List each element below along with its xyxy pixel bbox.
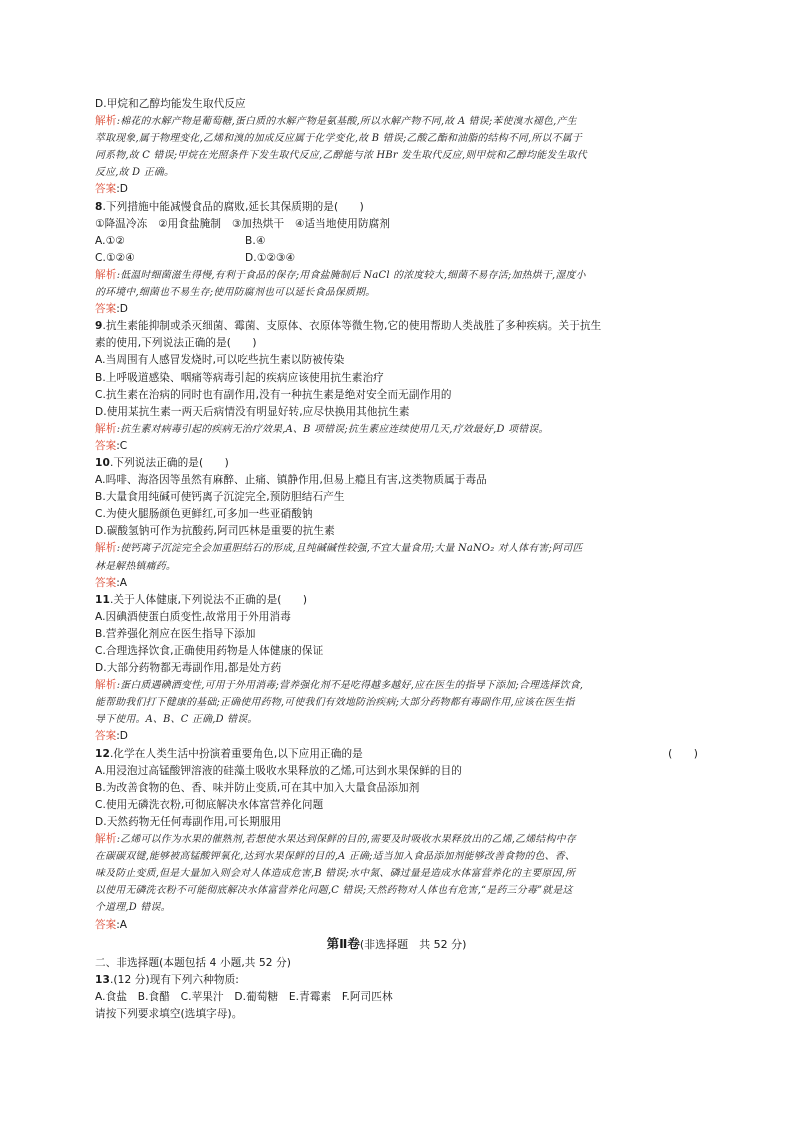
q13-substances: A.食盐 B.食醋 C.苹果汁 D.葡萄糖 E.青霉素 F.阿司匹林 — [95, 990, 393, 1003]
q13-stem: 13.(12 分)现有下列六种物质: — [95, 973, 239, 986]
q11-explanation-line: 能帮助我们打下健康的基础;正确使用药物,可使我们有效地防治疾病;大部分药物都有毒副作用,应该在医生指 — [95, 697, 575, 709]
q9-answer: 答案:C — [95, 439, 128, 452]
q12-stem: 12.化学在人类生活中扮演着重要角色,以下应用正确的是 ( ) — [95, 746, 698, 763]
answer-label: 答案 — [95, 183, 117, 196]
q11-option-d: D.大部分药物都无毒副作用,都是处方药 — [95, 662, 282, 675]
q9-stem: 9.抗生素能抑制或杀灭细菌、霉菌、支原体、衣原体等微生物,它的使用帮助人类战胜了多种疾病。关于抗生 — [95, 320, 602, 333]
q12-option-b: B.为改善食物的色、香、味并防止变质,可在其中加入大量食品添加剂 — [95, 781, 420, 794]
q12-explanation-line: 在碳碳双键,能够被高锰酸钾氧化,达到水果保鲜的目的,A 正确;适当加入食品添加剂能够改善食物的色、香、 — [95, 851, 576, 863]
q7-option-d: D.甲烷和乙醇均能发生取代反应 — [95, 98, 246, 110]
q8-stem: 8.下列措施中能减慢食品的腐败,延长其保质期的是( ) — [95, 200, 364, 213]
q12-option-a: A.用浸泡过高锰酸钾溶液的硅藻土吸收水果释放的乙烯,可达到水果保鲜的目的 — [95, 764, 462, 777]
q8-measures: ①降温冷冻 ②用食盐腌制 ③加热烘干 ④适当地使用防腐剂 — [95, 217, 391, 230]
q8-options-row-2 — [95, 250, 698, 267]
section-2-title: 第Ⅱ卷(非选择题 共 52 分) — [326, 935, 467, 951]
q9-explanation: 解析:抗生素对病毒引起的疾病无治疗效果,A、B 项错误;抗生素应连续使用几天,疗效最好,D 项错误。 — [95, 422, 549, 435]
q11-option-a: A.因碘酒使蛋白质变性,故常用于外用消毒 — [95, 610, 291, 623]
explanation-label: 解析 — [95, 679, 117, 692]
document-page — [95, 96, 698, 1023]
q10-stem: 10.下列说法正确的是( ) — [95, 456, 229, 469]
q10-explanation: 解析:使钙离子沉淀完全会加重胆结石的形成,且纯碱碱性较强,不宜大量食用;大量 NaNO₂ 对人体有害;阿司匹 — [95, 542, 583, 555]
explanation-label: 解析 — [95, 422, 117, 435]
q8-answer: 答案:D — [95, 303, 128, 316]
q11-explanation: 解析:蛋白质遇碘酒变性,可用于外用消毒;营养强化剂不是吃得越多越好,应在医生的指导下添加;合理选择饮食, — [95, 679, 584, 692]
q11-option-b: B.营养强化剂应在医生指导下添加 — [95, 627, 256, 640]
q7-answer: 答案:D — [95, 183, 128, 196]
explanation-label: 解析 — [95, 115, 117, 128]
explanation-label: 解析 — [95, 268, 117, 281]
q12-explanation-line: 个道理,D 错误。 — [95, 902, 171, 914]
q7-explanation: 解析:棉花的水解产物是葡萄糖,蛋白质的水解产物是氨基酸,所以水解产物不同,故 A 错误;苯使溴水褪色,产生 — [95, 115, 577, 128]
answer-label: 答案 — [95, 730, 117, 743]
q8-option-d: D.①②③④ — [245, 251, 296, 264]
q12-option-d: D.天然药物无任何毒副作用,可长期服用 — [95, 815, 282, 828]
q11-answer: 答案:D — [95, 730, 128, 743]
q10-explanation-line: 林是解热镇痛药。 — [95, 560, 177, 572]
q11-explanation-line: 导下使用。A、B、C 正确,D 错误。 — [95, 714, 258, 726]
q13-instruction: 请按下列要求填空(选填字母)。 — [95, 1007, 243, 1020]
q9-option-b: B.上呼吸道感染、咽痛等病毒引起的疾病应该使用抗生素治疗 — [95, 371, 384, 384]
q10-option-d: D.碳酸氢钠可作为抗酸药,阿司匹林是重要的抗生素 — [95, 525, 335, 538]
q10-option-c: C.为使火腿肠颜色更鲜红,可多加一些亚硝酸钠 — [95, 508, 313, 521]
q10-option-b: B.大量食用纯碱可使钙离子沉淀完全,预防胆结石产生 — [95, 491, 345, 504]
q8-options-row-1 — [95, 233, 698, 250]
q11-option-c: C.合理选择饮食,正确使用药物是人体健康的保证 — [95, 645, 324, 657]
q9-option-d: D.使用某抗生素一两天后病情没有明显好转,应尽快换用其他抗生素 — [95, 405, 410, 418]
q7-explanation-line: 萃取现象,属于物理变化,乙烯和溴的加成反应属于化学变化,故 B 错误;乙酸乙酯和油脂的结构不同,所以不属于 — [95, 133, 583, 145]
answer-label: 答案 — [95, 439, 117, 452]
q12-option-c: C.使用无磷洗衣粉,可彻底解决水体富营养化问题 — [95, 798, 324, 811]
q12-explanation-line: 味及防止变质,但是大量加入则会对人体造成危害,B 错误;水中氮、磷过量是造成水体富营养化的主要原因,所 — [95, 868, 576, 880]
answer-label: 答案 — [95, 918, 117, 931]
q10-option-a: A.吗啡、海洛因等虽然有麻醉、止痛、镇静作用,但易上瘾且有害,这类物质属于毒品 — [95, 474, 487, 487]
q9-stem-line: 素的使用,下列说法正确的是( ) — [95, 337, 257, 350]
q9-option-c: C.抗生素在治病的同时也有副作用,没有一种抗生素是绝对安全而无副作用的 — [95, 388, 452, 401]
q8-explanation-line: 的环境中,细菌也不易生存;使用防腐剂也可以延长食品保质期。 — [95, 287, 376, 299]
section-2-heading: 二、非选择题(本题包括 4 小题,共 52 分) — [95, 956, 292, 969]
q7-explanation-line: 同系物,故 C 错误;甲烷在光照条件下发生取代反应,乙醇能与浓 HBr 发生取代反应,则甲烷和乙醇均能发生取代 — [95, 150, 587, 162]
q12-explanation: 解析:乙烯可以作为水果的催熟剂,若想使水果达到保鲜的目的,需要及时吸收水果释放出的乙烯,乙烯结构中存 — [95, 833, 576, 846]
q10-answer: 答案:A — [95, 576, 128, 589]
answer-label: 答案 — [95, 303, 117, 316]
q12-answer-blank: ( ) — [668, 747, 698, 760]
q12-explanation-line: 以使用无磷洗衣粉不可能彻底解决水体富营养化问题,C 错误;天然药物对人体也有危害,“是药三分毒”就是这 — [95, 885, 573, 897]
q8-option-c: C.①②④ — [95, 251, 135, 264]
explanation-label: 解析 — [95, 542, 117, 555]
q8-option-b: B.④ — [245, 234, 266, 247]
answer-label: 答案 — [95, 576, 117, 589]
q7-explanation-line: 反应,故 D 正确。 — [95, 167, 175, 179]
explanation-label: 解析 — [95, 833, 117, 846]
q8-option-a: A.①② — [95, 234, 125, 247]
q11-stem: 11.关于人体健康,下列说法不正确的是( ) — [95, 593, 308, 606]
q12-answer: 答案:A — [95, 918, 128, 931]
q9-option-a: A.当周围有人感冒发烧时,可以吃些抗生素以防被传染 — [95, 354, 345, 367]
q8-explanation: 解析:低温时细菌滋生得慢,有利于食品的保存;用食盐腌制后 NaCl 的浓度较大,细菌不易存活;加热烘干,湿度小 — [95, 268, 586, 281]
